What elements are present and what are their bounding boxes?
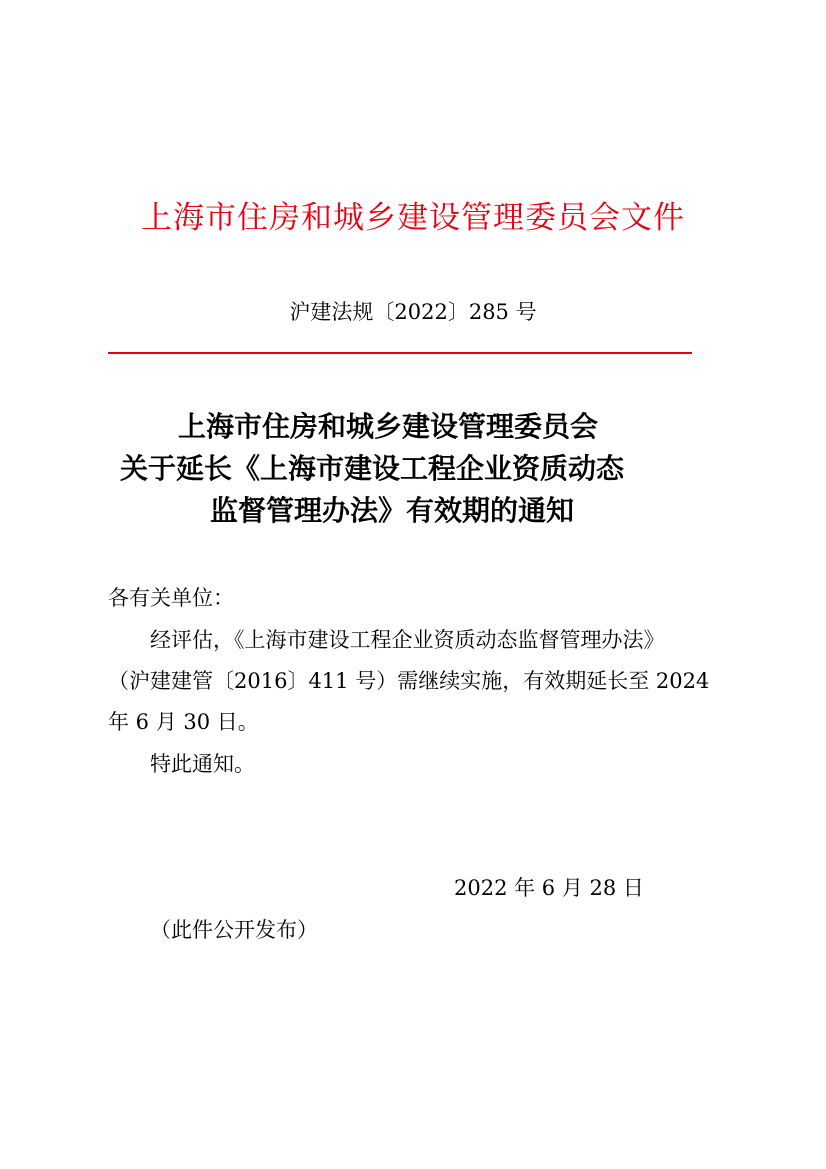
issue-date: 2022 年 6 月 28 日 xyxy=(454,876,644,900)
publication-note: （此件公开发布） xyxy=(150,918,318,942)
body-paragraph-line-3: 年 6 月 30 日。 xyxy=(108,710,259,734)
document-title-line-2: 关于延长《上海市建设工程企业资质动态 xyxy=(120,452,625,485)
closing-statement: 特此通知。 xyxy=(150,752,255,776)
document-title-line-3: 监督管理办法》有效期的通知 xyxy=(210,494,575,527)
document-number: 沪建法规〔2022〕285 号 xyxy=(289,300,537,324)
body-paragraph-line-2: （沪建建管〔2016〕411 号）需继续实施，有效期延长至 2024 xyxy=(108,669,710,693)
body-paragraph-line-1: 经评估，《上海市建设工程企业资质动态监督管理办法》 xyxy=(150,628,665,652)
issuer-header: 上海市住房和城乡建设管理委员会文件 xyxy=(141,200,685,236)
salutation: 各有关单位： xyxy=(108,586,234,610)
document-title-line-1: 上海市住房和城乡建设管理委员会 xyxy=(178,410,599,443)
red-divider-line xyxy=(108,352,692,354)
